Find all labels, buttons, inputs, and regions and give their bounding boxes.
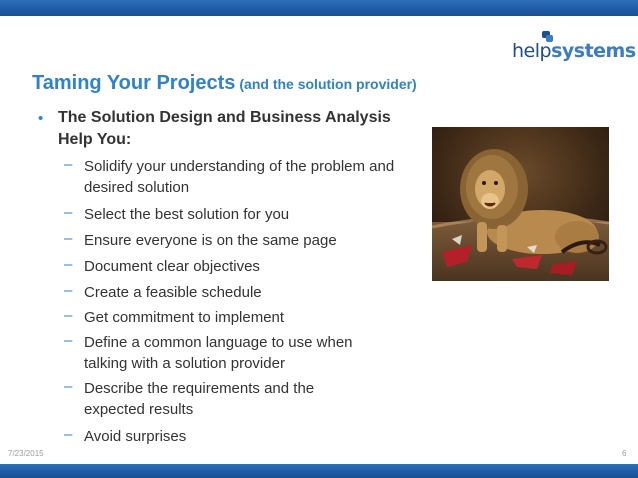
- dash-marker: –: [64, 230, 73, 247]
- logo-help-text: help: [512, 40, 552, 62]
- dash-marker: –: [64, 307, 73, 324]
- list-item: Ensure everyone is on the same page: [84, 232, 337, 249]
- slide-title: [32, 72, 417, 95]
- bullet-heading: The Solution Design and Business Analysis Help You:: [58, 109, 391, 148]
- dash-marker: –: [64, 282, 73, 299]
- helpsystems-logo: [512, 30, 636, 66]
- dash-marker: –: [64, 156, 73, 173]
- dash-marker: –: [64, 378, 73, 395]
- slide-title-main: Taming Your Projects: [32, 72, 236, 94]
- slide-title-sub: (and the solution provider): [239, 76, 417, 92]
- footer-date: 7/23/2015: [8, 449, 44, 458]
- top-banner-bar: [0, 0, 638, 16]
- bottom-banner-bar: [0, 464, 638, 478]
- lion-illustration: [432, 127, 609, 281]
- dash-marker: –: [64, 256, 73, 273]
- list-item: Avoid surprises: [84, 428, 187, 445]
- list-item: Document clear objectives: [84, 258, 260, 275]
- list-item: Describe the requirements and the expected results: [84, 380, 315, 418]
- lion-photo: [432, 127, 609, 281]
- list-item: Define a common language to use when talking with a solution provider: [84, 334, 353, 372]
- dash-marker: –: [64, 426, 73, 443]
- logo-systems-text: systems: [551, 40, 636, 62]
- page-number: 6: [622, 449, 627, 458]
- dash-marker: –: [64, 332, 73, 349]
- list-item: Solidify your understanding of the problem and desired solution: [84, 158, 395, 196]
- list-item: Select the best solution for you: [84, 206, 290, 223]
- list-item: Get commitment to implement: [84, 309, 285, 326]
- dash-marker: –: [64, 204, 73, 221]
- bullet-marker: •: [38, 110, 44, 127]
- list-item: Create a feasible schedule: [84, 284, 262, 301]
